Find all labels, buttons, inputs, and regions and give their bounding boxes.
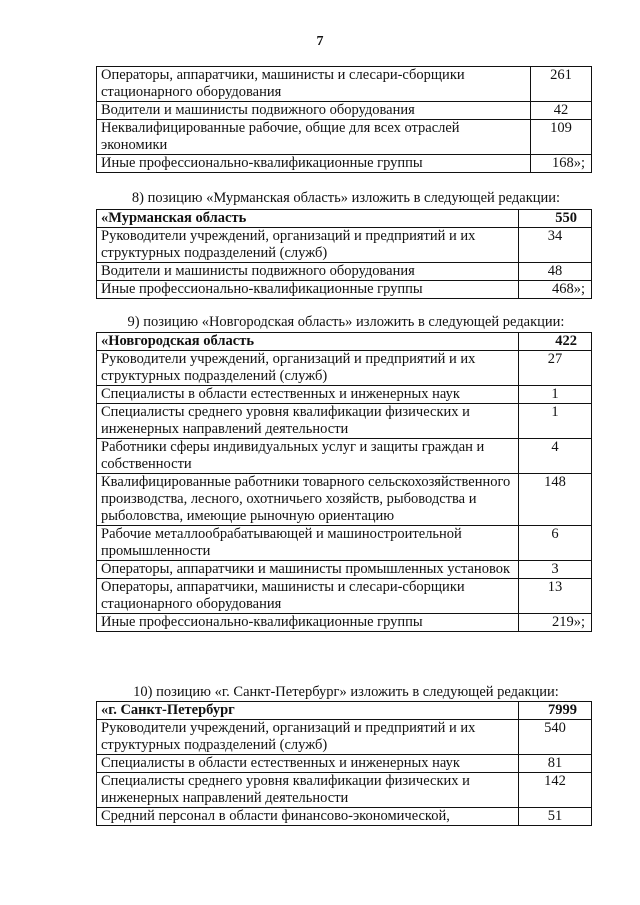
table-row bbox=[97, 526, 592, 561]
region-total: 422 bbox=[519, 333, 592, 351]
occupation-label: Неквалифицированные рабочие, общие для всех отраслей экономики bbox=[97, 120, 531, 155]
occupation-value: 540 bbox=[519, 720, 592, 755]
occupation-value: 1 bbox=[519, 386, 592, 404]
table-row bbox=[97, 102, 592, 120]
occupation-label: Водители и машинисты подвижного оборудования bbox=[97, 102, 531, 120]
region-total: 550 bbox=[519, 210, 592, 228]
table-row bbox=[97, 386, 592, 404]
occupation-label: Руководители учреждений, организаций и предприятий и их структурных подразделений (служб) bbox=[97, 228, 519, 263]
table-row bbox=[97, 614, 592, 632]
table-row bbox=[97, 155, 592, 173]
occupation-value: 13 bbox=[519, 579, 592, 614]
page-number: 7 bbox=[316, 34, 324, 49]
occupation-value: 142 bbox=[519, 773, 592, 808]
table-row bbox=[97, 720, 592, 755]
section-9-intro: 9) позицию «Новгородская область» изложить в следующей редакции: bbox=[127, 314, 565, 330]
table-row bbox=[97, 263, 592, 281]
occupation-value: 81 bbox=[519, 755, 592, 773]
occupation-label: Иные профессионально-квалификационные группы bbox=[97, 281, 519, 299]
occupation-value: 468»; bbox=[519, 281, 592, 299]
occupation-value: 27 bbox=[519, 351, 592, 386]
region-name: «Новгородская область bbox=[97, 333, 519, 351]
table-row bbox=[97, 561, 592, 579]
table-row bbox=[97, 755, 592, 773]
region-header-row bbox=[97, 210, 592, 228]
region-total: 7999 bbox=[519, 702, 592, 720]
occupation-value: 261 bbox=[531, 67, 592, 102]
table-row bbox=[97, 404, 592, 439]
occupation-value: 3 bbox=[519, 561, 592, 579]
table-row bbox=[97, 474, 592, 526]
occupation-label: Руководители учреждений, организаций и предприятий и их структурных подразделений (служб) bbox=[97, 351, 519, 386]
occupation-value: 42 bbox=[531, 102, 592, 120]
table-row bbox=[97, 439, 592, 474]
murmansk-table bbox=[96, 209, 592, 299]
table-row bbox=[97, 120, 592, 155]
occupation-label: Рабочие металлообрабатывающей и машиностроительной промышленности bbox=[97, 526, 519, 561]
table-row bbox=[97, 228, 592, 263]
table-row bbox=[97, 281, 592, 299]
occupation-label: Иные профессионально-квалификационные группы bbox=[97, 155, 531, 173]
occupation-label: Операторы, аппаратчики, машинисты и слесари-сборщики стационарного оборудования bbox=[97, 67, 531, 102]
occupation-value: 109 bbox=[531, 120, 592, 155]
occupation-value: 219»; bbox=[519, 614, 592, 632]
region-header-row bbox=[97, 333, 592, 351]
occupation-label: Руководители учреждений, организаций и предприятий и их структурных подразделений (служб) bbox=[97, 720, 519, 755]
table-row bbox=[97, 808, 592, 826]
saint-petersburg-table bbox=[96, 701, 592, 826]
table-row bbox=[97, 67, 592, 102]
occupation-value: 168»; bbox=[531, 155, 592, 173]
occupation-label: Работники сферы индивидуальных услуг и защиты граждан и собственности bbox=[97, 439, 519, 474]
region-name: «г. Санкт-Петербург bbox=[97, 702, 519, 720]
occupation-value: 48 bbox=[519, 263, 592, 281]
region-header-row bbox=[97, 702, 592, 720]
occupation-value: 34 bbox=[519, 228, 592, 263]
occupation-label: Водители и машинисты подвижного оборудования bbox=[97, 263, 519, 281]
table-row bbox=[97, 579, 592, 614]
occupation-label: Иные профессионально-квалификационные группы bbox=[97, 614, 519, 632]
occupation-label: Операторы, аппаратчики и машинисты промышленных установок bbox=[97, 561, 519, 579]
occupation-label: Специалисты в области естественных и инженерных наук bbox=[97, 755, 519, 773]
occupation-value: 51 bbox=[519, 808, 592, 826]
occupation-label: Квалифицированные работники товарного сельскохозяйственного производства, лесного, охотничьего хозяйств, рыбоводства и рыболовства, имеющие рыночную ориентацию bbox=[97, 474, 519, 526]
table-row bbox=[97, 351, 592, 386]
section-10-intro: 10) позицию «г. Санкт-Петербург» изложить в следующей редакции: bbox=[133, 684, 559, 700]
occupation-value: 4 bbox=[519, 439, 592, 474]
occupation-value: 148 bbox=[519, 474, 592, 526]
novgorod-table bbox=[96, 332, 592, 632]
occupation-label: Специалисты в области естественных и инженерных наук bbox=[97, 386, 519, 404]
section-8-intro: 8) позицию «Мурманская область» изложить в следующей редакции: bbox=[131, 190, 561, 206]
occupation-label: Средний персонал в области финансово-экономической, bbox=[97, 808, 519, 826]
occupation-label: Специалисты среднего уровня квалификации физических и инженерных направлений деятельности bbox=[97, 404, 519, 439]
occupation-value: 1 bbox=[519, 404, 592, 439]
occupation-label: Специалисты среднего уровня квалификации физических и инженерных направлений деятельности bbox=[97, 773, 519, 808]
occupation-table-continued bbox=[96, 66, 592, 173]
region-name: «Мурманская область bbox=[97, 210, 519, 228]
occupation-value: 6 bbox=[519, 526, 592, 561]
occupation-label: Операторы, аппаратчики, машинисты и слесари-сборщики стационарного оборудования bbox=[97, 579, 519, 614]
table-row bbox=[97, 773, 592, 808]
